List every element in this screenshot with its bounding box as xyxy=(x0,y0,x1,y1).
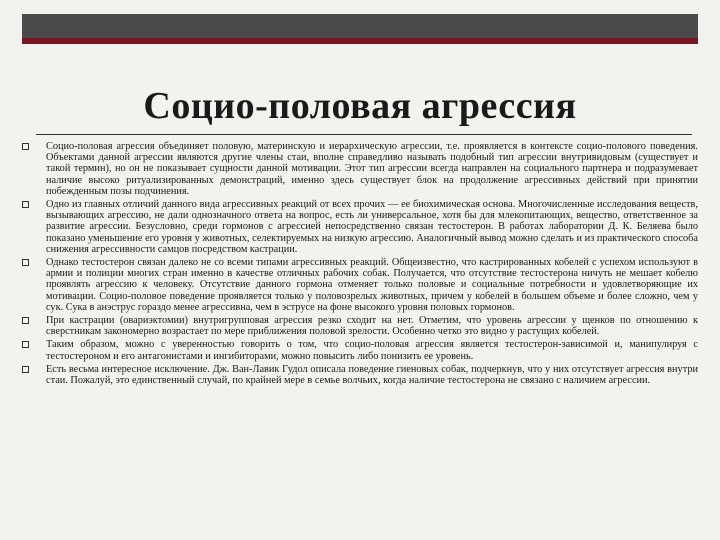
slide-title: Социо-половая агрессия xyxy=(143,85,577,127)
bullet-item xyxy=(22,199,698,255)
bullet-text: Таким образом, можно с уверенностью говорить о том, что социо-половая агрессия является тестостерон-зависимой и, манипулируя с тестостероном и его антагонистами и ингибиторами, можно повысить либо понизить ее уровень. xyxy=(46,339,698,362)
square-bullet-icon xyxy=(22,341,29,348)
square-bullet-icon xyxy=(22,317,29,324)
bullet-item xyxy=(22,257,698,313)
header-band xyxy=(22,14,698,38)
bullet-item xyxy=(22,339,698,361)
square-bullet-icon xyxy=(22,259,29,266)
bullet-text: При кастрации (овариэктомии) внутригрупповая агрессия резко сходит на нет. Отметим, что уровень агрессии у щенков по отношению к сверстникам закономерно возрастает по мере приближения половой зрелости. Особенно четко это видно у растущих кобелей. xyxy=(46,315,698,338)
bullet-text: Есть весьма интересное исключение. Дж. Ван-Лавик Гудол описала поведение гиеновых собак, подчеркнув, что у них отсутствует агрессия внутри стаи. Пожалуй, это единственный случай, по крайней мере в семье волчьих, когда наличие тестостерона не связано с наличием агрессии. xyxy=(46,363,698,387)
square-bullet-icon xyxy=(22,366,29,373)
header-accent-stripe xyxy=(22,38,698,44)
square-bullet-icon xyxy=(22,201,29,208)
bullet-item xyxy=(22,315,698,337)
bullet-text: Одно из главных отличий данного вида агрессивных реакций от всех прочих — ее биохимическая основа. Многочисленные исследования веществ, вызывающих агрессию, не дали однозначного ответа на вопрос, есть ли универсальное, хотя бы для млекопитающих, вещество, ответственное за развитие агрессии. Безусловно, среди гормонов с агрессией непосредственно связан тестостерон. В работах лаборатории Д. К. Беляева было показано уменьшение его уровня у животных, селектируемых на низкую агрессию. Аналогичный вывод можно сделать и из практического способа снижения агрессивности самцов посредством кастрации. xyxy=(46,199,698,255)
title-divider xyxy=(36,134,692,135)
bullet-text: Однако тестостерон связан далеко не со всеми типами агрессивных реакций. Общеизвестно, что кастрированных кобелей с успехом используют в армии и полиции многих стран именно в качестве отличных рабочих собак. Получается, что отсутствие тестостерона ничуть не мешает кобелю проявлять агрессию к человеку. Отсутствие данного гормона отменяет только половые и социальные потребности и удовлетворяющие их мотивации. Социо-половое поведение проявляется только у половозрелых животных, причем у кобелей в большем объеме и более сложно, чем у сук. Сука в анэструс гораздо менее агрессивна, чем в эструсе на фоне высокого уровня половых гормонов. xyxy=(46,257,698,313)
square-bullet-icon xyxy=(22,143,29,150)
bullet-item xyxy=(22,141,698,197)
bullet-list xyxy=(22,141,698,388)
bullet-item xyxy=(22,364,698,386)
bullet-text: Социо-половая агрессия объединяет половую, материнскую и иерархическую агрессии, т.е. проявляется в контексте социо-полового поведения. Объектами данной агрессии являются другие члены стаи, вполне справедливо называть подобный тип агрессии внутривидовым (существует и такой термин), но он не показывает сущности данной мотивации. Этот тип агрессии всегда направлен на социального партнера и подразумевает наличие высоко ритуализированных демонстраций, именно здесь существует блок на продолжение агрессивных действий при принятии побежденным позы подчинения. xyxy=(46,141,698,197)
